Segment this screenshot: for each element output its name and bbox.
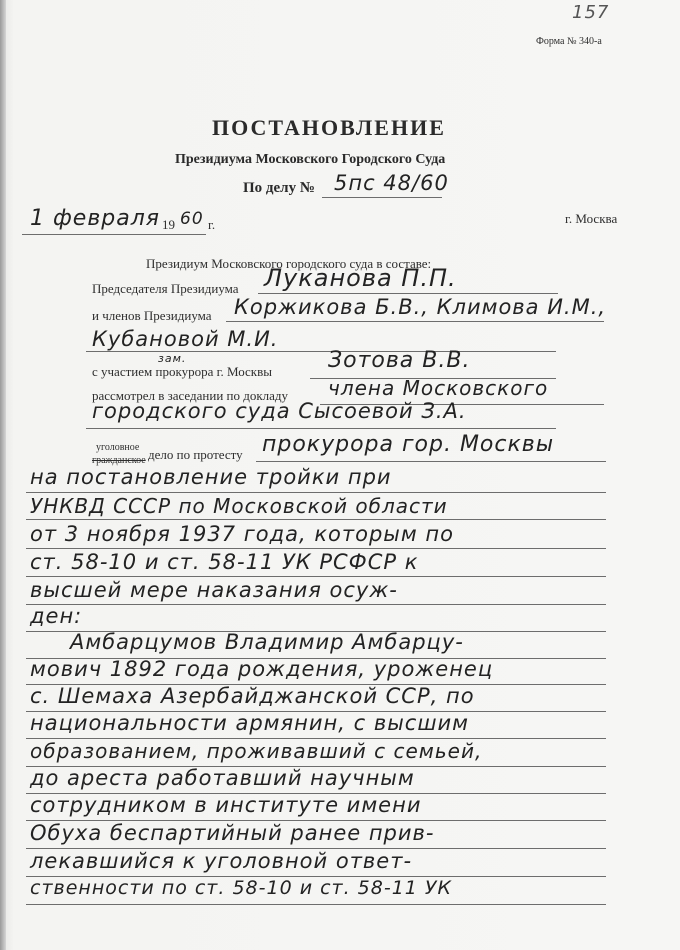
case-number-label: По делу №: [243, 180, 315, 196]
prosecutor-name: Зотова В.В.: [328, 348, 471, 373]
body-line: мович 1892 года рождения, уроженец: [30, 657, 494, 681]
form-label: Форма № 340-а: [536, 36, 602, 47]
case-number-rule: [322, 197, 442, 198]
members-rule-1: [226, 321, 604, 322]
prosecutor-label: с участием прокурора г. Москвы: [92, 364, 272, 379]
chairman-rule: [258, 293, 558, 294]
body-line: ст. 58-10 и ст. 58-11 УК РСФСР к: [30, 550, 419, 574]
body-line: Амбарцумов Владимир Амбарцу-: [70, 630, 464, 654]
protest-label: дело по протесту: [148, 447, 243, 462]
composition-intro: Президиум Московского городского суда в составе:: [146, 256, 432, 271]
report-name-line1: члена Московского: [328, 376, 549, 400]
body-line: национальности армянин, с высшим: [30, 711, 470, 735]
body-rule: [26, 904, 606, 905]
members-line2: Кубановой М.И.: [92, 327, 279, 351]
chairman-name: Луканова П.П.: [264, 264, 457, 292]
body-line: ден:: [30, 604, 83, 628]
body-line: ственности по ст. 58-10 и ст. 58-11 УК: [30, 877, 452, 899]
body-line: на постановление тройки при: [30, 465, 392, 489]
body-line: сотрудником в институте имени: [30, 793, 422, 817]
body-line: с. Шемаха Азербайджанской ССР, по: [30, 684, 475, 708]
chairman-label: Председателя Президиума: [92, 281, 239, 296]
date-rule: [22, 234, 206, 235]
body-line: от 3 ноября 1937 года, которым по: [30, 522, 454, 546]
report-name-line2: городского суда Сысоевой З.А.: [92, 399, 467, 423]
body-rule: [26, 576, 606, 577]
body-line: лекавшийся к уголовной ответ-: [30, 849, 413, 873]
handwritten-date: 1 февраля: [30, 206, 161, 231]
body-line: УНКВД СССР по Московской области: [30, 494, 448, 518]
case-type-criminal: уголовное: [96, 442, 140, 453]
body-rule: [26, 548, 606, 549]
body-line: образованием, проживавший с семьей,: [30, 739, 483, 763]
report-rule-2: [86, 428, 556, 429]
protest-text: прокурора гор. Москвы: [262, 432, 555, 457]
insert-note: зам.: [158, 352, 187, 365]
report-label: рассмотрел в заседании по докладу: [92, 388, 289, 403]
city: г. Москва: [565, 211, 618, 226]
year-suffix: г.: [208, 217, 216, 232]
protest-rule: [256, 461, 606, 462]
body-line: Обуха беспартийный ранее прив-: [30, 821, 435, 845]
members-line1: Коржикова Б.В., Климова И.М.,: [234, 295, 607, 319]
document-title: ПОСТАНОВЛЕНИЕ: [212, 115, 446, 140]
document-subtitle: Президиума Московского Городского Суда: [175, 152, 446, 167]
body-rule: [26, 519, 606, 520]
body-line: высшей мере наказания осуж-: [30, 578, 398, 602]
year-handwritten: 60: [180, 209, 204, 229]
body-rule: [26, 492, 606, 493]
year-prefix: 19: [162, 217, 175, 232]
body-line: до ареста работавший научным: [30, 766, 415, 790]
members-rule-2: [86, 351, 556, 352]
members-label: и членов Президиума: [92, 308, 212, 323]
page-number: 157: [572, 2, 610, 23]
case-number: 5пс 48/60: [334, 171, 449, 195]
case-type-civil: гражданское: [92, 455, 146, 466]
binding-edge: [0, 0, 6, 950]
body-rule: [26, 604, 606, 605]
